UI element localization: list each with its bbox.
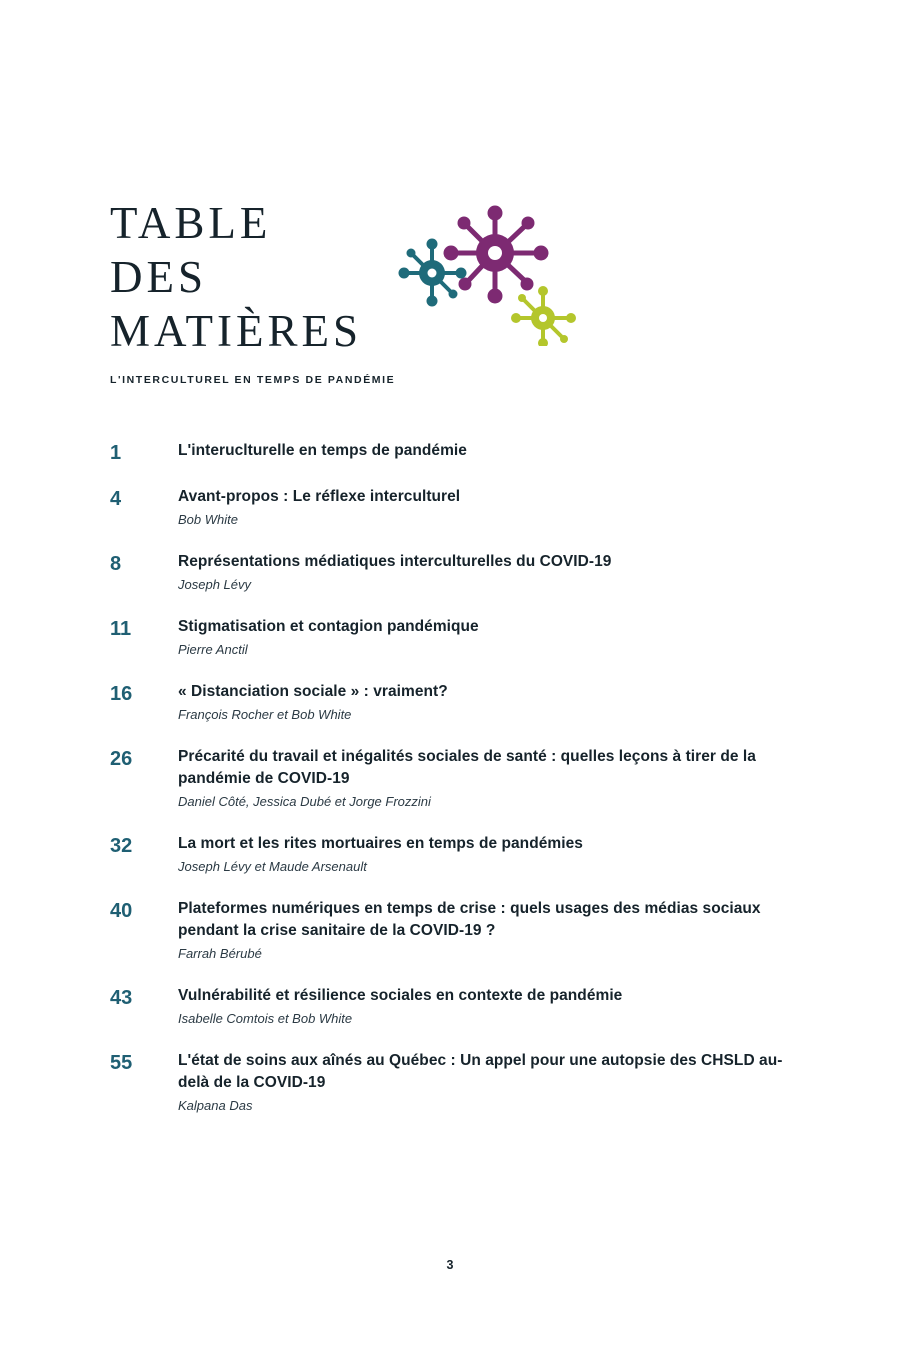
toc-entry[interactable]	[110, 1050, 810, 1116]
toc-entry-author: Joseph Lévy	[178, 577, 251, 592]
toc-entry[interactable]	[110, 616, 810, 660]
toc-entry-title: L'interuclturelle en temps de pandémie	[178, 442, 467, 459]
toc-page-number: 1	[110, 442, 122, 464]
toc-page-number: 11	[110, 618, 132, 640]
toc-page-number: 26	[110, 748, 133, 770]
masthead	[110, 196, 710, 386]
toc-entry-title: La mort et les rites mortuaires en temps de pandémies	[178, 835, 583, 852]
toc-entry-title: Avant-propos : Le réflexe interculturel	[178, 488, 461, 505]
page-title	[110, 196, 710, 386]
toc-entry-author: Kalpana Das	[178, 1098, 253, 1113]
toc-entry-body	[178, 616, 810, 660]
table-of-contents	[110, 440, 810, 1137]
toc-entry-body	[178, 985, 810, 1029]
toc-entry-body	[178, 486, 810, 530]
toc-entry-author: Farrah Bérubé	[178, 946, 262, 961]
toc-entry-body	[178, 551, 810, 595]
toc-entry[interactable]	[110, 833, 810, 877]
toc-entry-title: L'état de soins aux aînés au Québec : Un appel pour une autopsie des CHSLD au-delà de la COVID-19	[178, 1052, 783, 1091]
toc-entry-author: Daniel Côté, Jessica Dubé et Jorge Frozzini	[178, 794, 431, 809]
toc-entry-author: François Rocher et Bob White	[178, 707, 352, 722]
toc-entry-title: Vulnérabilité et résilience sociales en contexte de pandémie	[178, 987, 623, 1004]
toc-entry-author: Isabelle Comtois et Bob White	[178, 1011, 353, 1026]
toc-page-number: 32	[110, 835, 133, 857]
toc-entry[interactable]	[110, 985, 810, 1029]
title-line-3: MATIÈRES	[110, 306, 363, 356]
toc-entry-author: Bob White	[178, 512, 238, 527]
toc-page-number: 4	[110, 488, 122, 510]
toc-page-number: 40	[110, 900, 133, 922]
toc-entry-title: Plateformes numériques en temps de crise : quels usages des médias sociaux pendant la crise sanitaire de la COVID-19 ?	[178, 900, 761, 939]
toc-entry[interactable]	[110, 681, 810, 725]
toc-entry-title: « Distanciation sociale » : vraiment?	[178, 683, 448, 700]
title-line-2: DES	[110, 252, 208, 302]
toc-entry-author: Pierre Anctil	[178, 642, 248, 657]
toc-page-number: 55	[110, 1052, 133, 1074]
toc-page-number: 8	[110, 553, 122, 575]
toc-entry-title: Précarité du travail et inégalités sociales de santé : quelles leçons à tirer de la pandémie de COVID-19	[178, 748, 756, 787]
toc-entry-title: Représentations médiatiques interculturelles du COVID-19	[178, 553, 612, 570]
toc-page-number: 16	[110, 683, 133, 705]
toc-entry[interactable]	[110, 746, 810, 812]
toc-page-number: 43	[110, 987, 133, 1009]
toc-entry-body	[178, 440, 810, 462]
toc-entry[interactable]	[110, 551, 810, 595]
toc-entry-body	[178, 833, 810, 877]
page-subtitle: L'INTERCULTUREL EN TEMPS DE PANDÉMIE	[110, 374, 396, 386]
toc-entry-body	[178, 1050, 810, 1116]
toc-entry[interactable]	[110, 440, 810, 465]
toc-entry-body	[178, 746, 810, 812]
title-line-1: TABLE	[110, 198, 272, 248]
toc-entry-body	[178, 681, 810, 725]
toc-entry-author: Joseph Lévy et Maude Arsenault	[178, 859, 367, 874]
toc-entry-body	[178, 898, 810, 964]
toc-entry[interactable]	[110, 486, 810, 530]
folio-page-number: 3	[446, 1258, 454, 1272]
toc-entry[interactable]	[110, 898, 810, 964]
toc-entry-title: Stigmatisation et contagion pandémique	[178, 618, 479, 635]
